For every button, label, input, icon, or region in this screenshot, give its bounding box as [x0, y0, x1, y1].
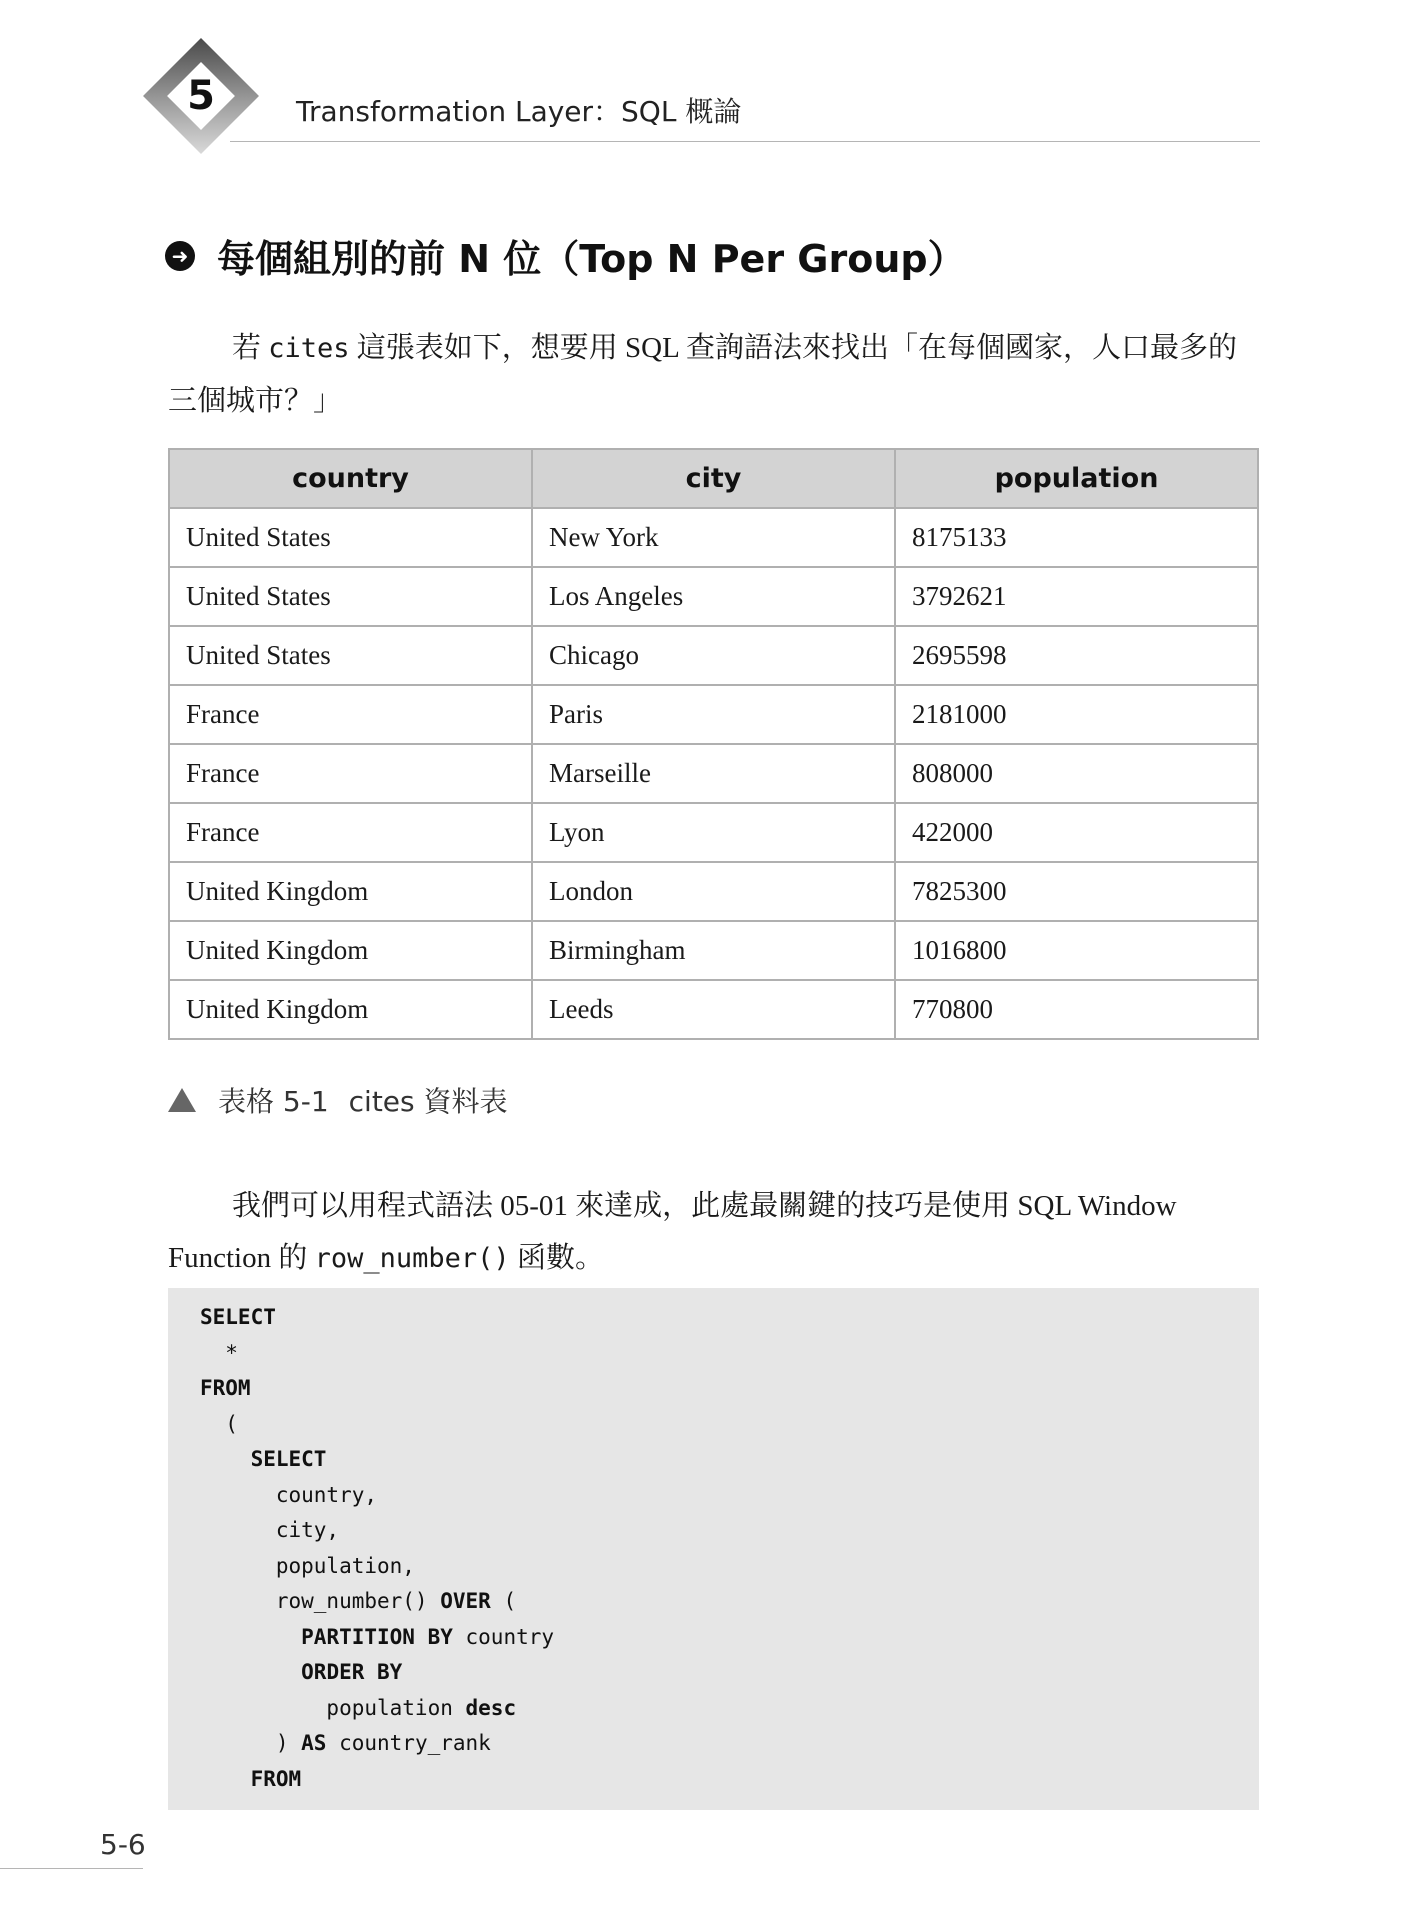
code-text: ( — [490, 1589, 517, 1613]
code-keyword: desc — [465, 1695, 517, 1720]
code-keyword: PARTITION BY — [301, 1624, 453, 1649]
code-text: country_rank — [326, 1731, 491, 1755]
cell-population: 7825300 — [895, 862, 1258, 921]
table-row — [169, 744, 1258, 803]
cell-country: France — [169, 803, 532, 862]
table-row — [169, 626, 1258, 685]
cell-country: United States — [169, 567, 532, 626]
code-keyword: SELECT — [200, 1305, 276, 1329]
code-text: ) — [200, 1731, 302, 1755]
code-text: ( — [200, 1411, 238, 1436]
code-line — [200, 1371, 554, 1407]
code-text — [200, 1767, 251, 1791]
footer-divider — [0, 1868, 143, 1869]
cell-city: New York — [532, 508, 895, 567]
column-header-city: city — [532, 449, 895, 508]
cell-population: 1016800 — [895, 921, 1258, 980]
code-line — [200, 1762, 554, 1798]
table-row — [169, 803, 1258, 862]
table-row — [169, 862, 1258, 921]
code-text: * — [200, 1340, 238, 1365]
cell-population: 422000 — [895, 803, 1258, 862]
code-text — [200, 1447, 251, 1471]
code-line — [200, 1442, 554, 1478]
cell-city: Los Angeles — [532, 567, 895, 626]
caption-label: 表格 5-1 — [218, 1085, 329, 1118]
cell-city: Marseille — [532, 744, 895, 803]
explanation-paragraph — [168, 1180, 1260, 1285]
code-keyword: ORDER BY — [301, 1660, 403, 1684]
cites-table — [168, 448, 1259, 1040]
header-divider — [230, 141, 1260, 142]
cell-population: 2181000 — [895, 685, 1258, 744]
cell-city: Birmingham — [532, 921, 895, 980]
cell-city: Chicago — [532, 626, 895, 685]
cell-country: United Kingdom — [169, 862, 532, 921]
table-row — [169, 567, 1258, 626]
code-line — [200, 1478, 554, 1514]
cell-population: 3792621 — [895, 567, 1258, 626]
code-keyword: OVER — [440, 1589, 491, 1613]
section-heading-text: 每個組別的前 N 位（Top N Per Group） — [217, 237, 966, 281]
cell-city: Leeds — [532, 980, 895, 1039]
explanation-text-before: 我們可以用程式語法 05-01 來達成，此處最關鍵的技巧是使用 SQL Window Function 的 — [168, 1190, 1177, 1274]
code-text: row_number() — [200, 1589, 441, 1613]
code-text: country — [452, 1624, 555, 1649]
table-row — [169, 921, 1258, 980]
code-line — [200, 1407, 554, 1443]
intro-text-after: 這張表如下，想要用 SQL 查詢語法來找出「在每個國家，人口最多的三個城市？」 — [168, 332, 1238, 417]
cell-country: United States — [169, 626, 532, 685]
column-header-country: country — [169, 449, 532, 508]
code-line — [200, 1584, 554, 1620]
table-caption — [168, 1080, 508, 1120]
cell-country: United States — [169, 508, 532, 567]
table-row — [169, 980, 1258, 1039]
code-text: population, — [200, 1553, 415, 1578]
code-keyword: FROM — [250, 1766, 302, 1791]
column-header-population: population — [895, 449, 1258, 508]
code-line — [200, 1549, 554, 1585]
code-line — [200, 1726, 554, 1762]
code-keyword: AS — [301, 1731, 327, 1755]
intro-text-before: 若 — [232, 332, 269, 364]
code-line — [200, 1513, 554, 1549]
intro-paragraph — [168, 322, 1260, 427]
cell-country: France — [169, 744, 532, 803]
triangle-icon — [168, 1088, 196, 1112]
code-keyword: SELECT — [250, 1447, 327, 1471]
code-text: population — [200, 1695, 466, 1720]
code-text: country, — [200, 1482, 378, 1507]
cell-city: Lyon — [532, 803, 895, 862]
code-line — [200, 1300, 554, 1336]
cell-country: France — [169, 685, 532, 744]
section-heading — [165, 228, 966, 283]
cell-country: United Kingdom — [169, 980, 532, 1039]
table-row — [169, 508, 1258, 567]
code-line — [200, 1655, 554, 1691]
caption-text: cites 資料表 — [348, 1085, 508, 1118]
explanation-text-after: 函數。 — [509, 1242, 604, 1274]
page-number: 5-6 — [100, 1828, 146, 1861]
circle-arrow-right-icon: ➜ — [165, 241, 195, 271]
cell-country: United Kingdom — [169, 921, 532, 980]
code-text — [200, 1625, 301, 1649]
cell-population: 808000 — [895, 744, 1258, 803]
code-line — [200, 1691, 554, 1727]
explanation-inline-code: row_number() — [314, 1243, 510, 1274]
cell-population: 770800 — [895, 980, 1258, 1039]
code-line — [200, 1620, 554, 1656]
cell-city: London — [532, 862, 895, 921]
code-keyword: FROM — [200, 1376, 251, 1400]
code-text: city, — [200, 1518, 340, 1542]
cell-city: Paris — [532, 685, 895, 744]
sql-code-block — [200, 1300, 554, 1797]
intro-inline-code: cites — [268, 333, 350, 364]
code-line — [200, 1336, 554, 1372]
table-header-row — [169, 449, 1258, 508]
code-text — [200, 1660, 301, 1684]
chapter-number: 5 — [187, 73, 215, 119]
cell-population: 8175133 — [895, 508, 1258, 567]
table-row — [169, 685, 1258, 744]
cell-population: 2695598 — [895, 626, 1258, 685]
running-header-title: Transformation Layer：SQL 概論 — [296, 95, 742, 128]
